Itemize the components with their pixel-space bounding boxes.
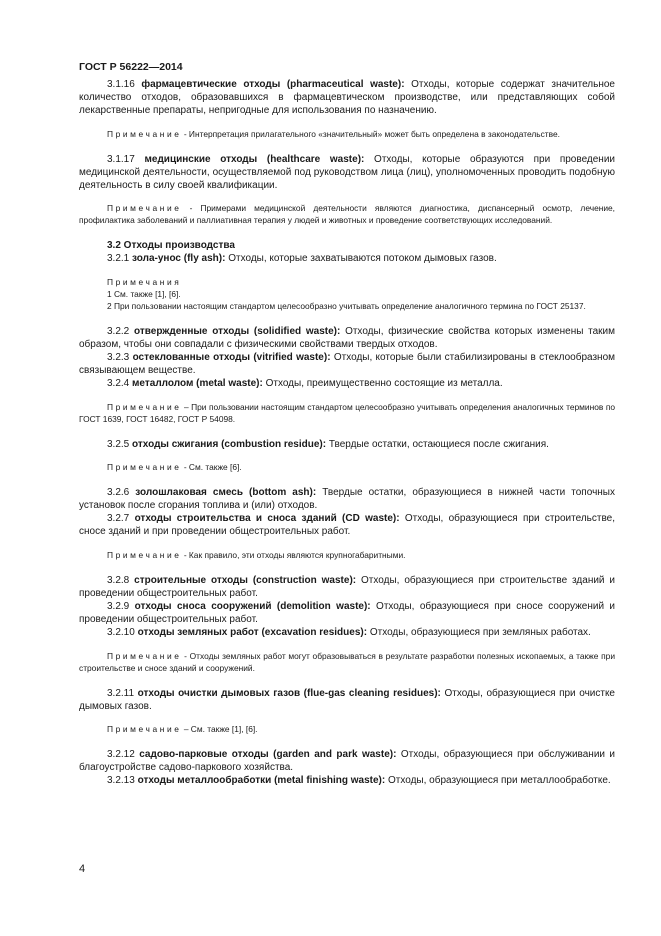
term-name: отходы земляных работ (excavation residues): bbox=[137, 627, 368, 639]
term-number: 3.2.11 bbox=[107, 687, 135, 699]
term-definition: Отходы, которые образуются при проведении медицинской деятельности, осуществляемой под руководством лица (лиц), уполномоченных проводить подобную деятельность в силу своей квалификации. bbox=[79, 153, 616, 192]
term-number: 3.2.13 bbox=[107, 775, 135, 787]
term-definition: Отходы, образующиеся при строительстве зданий и проведении общестроительных работ. bbox=[79, 574, 616, 599]
term-number: 3.2.12 bbox=[107, 749, 135, 761]
term-name: отходы очистки дымовых газов (flue-gas cleaning residues): bbox=[137, 687, 441, 699]
term-name: фармацевтические отходы (pharmaceutical waste): bbox=[141, 79, 405, 90]
term-definition: Отходы, которые содержат значительное количество отходов, образовавшихся в фармацевтическом производстве, или представляющих собой лекарственные препараты, непригодные для использования по назначению. bbox=[79, 79, 615, 117]
term-definition: Твердые остатки, остающиеся после сжигания. bbox=[328, 438, 549, 450]
notes-label: Примечания bbox=[107, 276, 182, 287]
term-name: золошлаковая смесь (bottom ash): bbox=[135, 486, 317, 498]
section-heading: 3.2 Отходы производства bbox=[107, 240, 235, 252]
term-3-2-5 bbox=[79, 438, 615, 451]
note-label: Примечание bbox=[107, 203, 182, 214]
term-3-2-2 bbox=[79, 325, 615, 351]
note-3-2-11 bbox=[79, 723, 615, 735]
note-label: Примечание bbox=[107, 724, 182, 735]
note-text: – При пользовании настоящим стандартом целесообразно учитывать определения аналогичных терминов по ГОСТ 1639, ГОСТ 16482, ГОСТ Р 54098. bbox=[79, 401, 616, 424]
term-number: 3.2.1 bbox=[107, 253, 130, 265]
note-3-2-10 bbox=[79, 650, 615, 674]
term-number: 3.2.4 bbox=[107, 378, 130, 390]
term-definition: Отходы, образующиеся при строительстве, сносе зданий и при проведении общестроительных работ. bbox=[79, 513, 615, 538]
term-number: 3.2.5 bbox=[107, 438, 130, 450]
note-text: - Как правило, эти отходы являются крупногабаритными. bbox=[183, 549, 406, 560]
note-3-2-5 bbox=[79, 461, 615, 473]
term-name: отходы металлообработки (metal finishing waste): bbox=[137, 775, 386, 787]
note-label: Примечание bbox=[107, 461, 182, 472]
term-name: медицинские отходы (healthcare waste): bbox=[144, 153, 365, 165]
term-definition: Твердые остатки, образующиеся в нижней части топочных установок после сгорания топлива и (или) отходов. bbox=[79, 486, 615, 512]
term-definition: Отходы, образующиеся при сносе сооружений и проведении общестроительных работ. bbox=[79, 601, 616, 626]
document-header: ГОСТ Р 56222—2014 bbox=[79, 61, 183, 73]
note-text: - Примерами медицинской деятельности являются диагностика, диспансерный осмотр, лечение, профилактика заболеваний и паллиативная терапия у людей и животных и проведение соответствующих исследований. bbox=[79, 203, 616, 226]
term-name: зола-унос (fly ash): bbox=[132, 253, 226, 265]
note-label: Примечание bbox=[107, 650, 182, 661]
note-label: Примечание bbox=[107, 401, 182, 412]
term-3-2-9 bbox=[79, 600, 615, 626]
term-3-2-11 bbox=[79, 687, 615, 713]
note-text: - Отходы земляных работ могут образовываться в результате разработки полезных ископаемых, а также при строительстве и сносе зданий и сооружений. bbox=[79, 650, 615, 673]
term-3-2-12 bbox=[79, 748, 615, 774]
term-3-1-17 bbox=[79, 153, 615, 193]
note-text: - Интерпретация прилагательного «значительный» может быть определена в законодательстве. bbox=[183, 128, 560, 139]
term-number: 3.2.2 bbox=[107, 325, 130, 337]
term-3-2-4 bbox=[79, 377, 615, 390]
term-number: 3.1.17 bbox=[107, 153, 135, 165]
document-page bbox=[79, 60, 615, 788]
term-name: отходы сжигания (combustion residue): bbox=[132, 438, 327, 450]
note-label: Примечание bbox=[107, 128, 182, 139]
term-definition: Отходы, образующиеся при очистке дымовых газов. bbox=[79, 687, 615, 712]
term-3-2-1 bbox=[79, 252, 615, 265]
term-3-2-8 bbox=[79, 574, 615, 600]
term-definition: Отходы, которые были стабилизированы в стеклообразном связывающем веществе. bbox=[79, 352, 616, 377]
term-name: остеклованные отходы (vitrified waste): bbox=[132, 352, 331, 364]
term-definition: Отходы, образующиеся при металлообработке. bbox=[388, 775, 611, 787]
note-label: Примечание bbox=[107, 549, 182, 560]
page-number: 4 bbox=[79, 863, 86, 875]
term-3-1-16 bbox=[79, 78, 615, 118]
term-3-2-13 bbox=[79, 774, 615, 787]
note-text: - См. также [6]. bbox=[183, 461, 242, 472]
term-number: 3.2.9 bbox=[107, 601, 130, 613]
term-definition: Отходы, преимущественно состоящие из металла. bbox=[265, 378, 503, 390]
term-name: отвержденные отходы (solidified waste): bbox=[134, 325, 341, 337]
note-3-2-1-b: 2 При пользовании настоящим стандартом целесообразно учитывать определение аналогичного термина по ГОСТ 25137. bbox=[107, 300, 586, 311]
term-name: строительные отходы (construction waste): bbox=[134, 574, 357, 586]
term-definition: Отходы, образующиеся при обслуживании и благоустройстве садово-паркового хозяйства. bbox=[79, 749, 616, 774]
term-definition: Отходы, образующиеся при земляных работах. bbox=[369, 627, 591, 639]
term-name: отходы сноса сооружений (demolition waste): bbox=[134, 601, 371, 613]
term-number: 3.2.6 bbox=[107, 486, 130, 498]
term-name: садово-парковые отходы (garden and park waste): bbox=[139, 749, 397, 761]
term-3-2-3 bbox=[79, 351, 615, 377]
term-number: 3.2.8 bbox=[107, 574, 130, 586]
note-3-1-16 bbox=[79, 128, 615, 140]
note-3-2-7 bbox=[79, 549, 615, 561]
term-3-2-6 bbox=[79, 486, 615, 512]
term-number: 3.2.7 bbox=[107, 513, 130, 525]
note-text: – См. также [1], [6]. bbox=[183, 724, 258, 735]
term-3-2-7 bbox=[79, 512, 615, 538]
term-3-2-10 bbox=[79, 626, 615, 639]
term-number: 3.2.3 bbox=[107, 352, 130, 364]
term-name: отходы строительства и сноса зданий (CD waste): bbox=[134, 513, 400, 525]
term-name: металлолом (metal waste): bbox=[132, 378, 263, 390]
term-definition: Отходы, которые захватываются потоком дымовых газов. bbox=[228, 253, 497, 265]
note-3-2-1-a: 1 См. также [1], [6]. bbox=[107, 288, 181, 299]
note-3-2-4 bbox=[79, 401, 615, 425]
term-definition: Отходы, физические свойства которых изменены таким образом, чтобы они совпадали с физическими свойствами твердых отходов. bbox=[79, 325, 616, 350]
term-number: 3.1.16 bbox=[107, 79, 135, 90]
term-number: 3.2.10 bbox=[107, 627, 135, 639]
note-3-1-17 bbox=[79, 202, 615, 226]
